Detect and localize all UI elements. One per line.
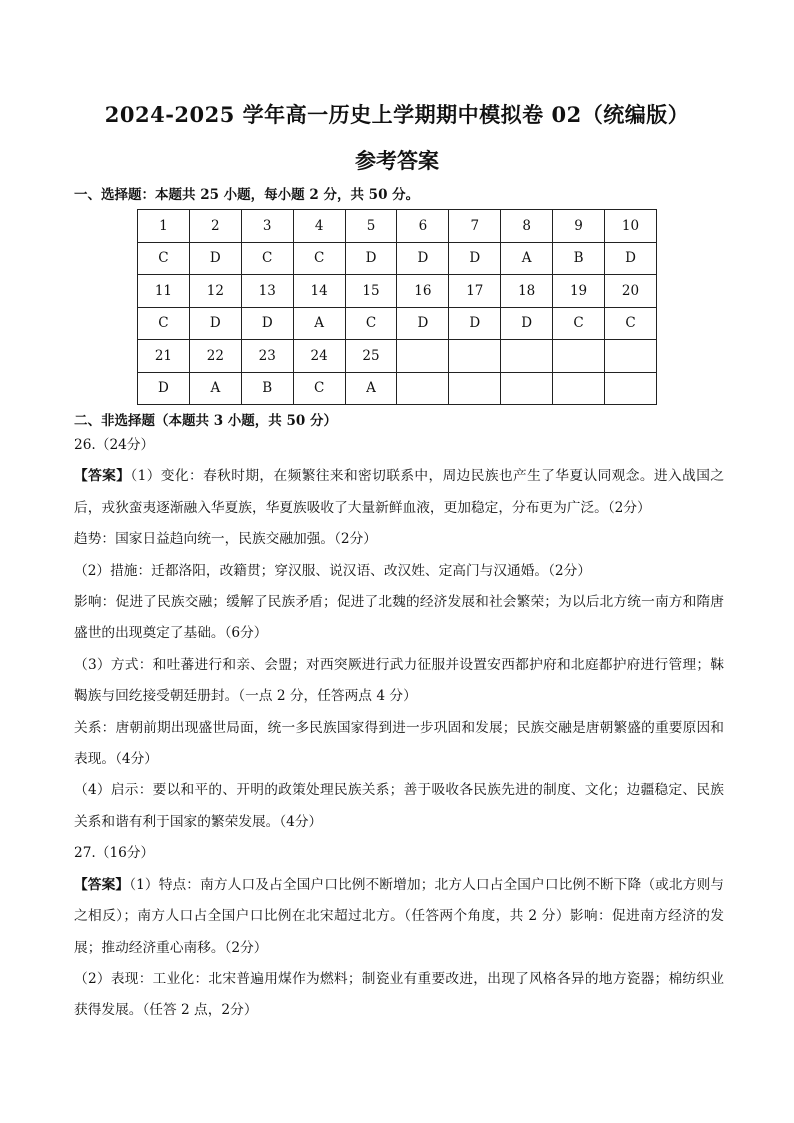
answer-letter-cell: C (605, 307, 657, 340)
answer-letter-cell: D (189, 242, 241, 275)
question-number-cell: 22 (189, 340, 241, 373)
question-number-cell: 15 (345, 275, 397, 308)
q26-paragraph-4: 影响：促进了民族交融；缓解了民族矛盾；促进了北魏的经济发展和社会繁荣；为以后北方统一南方和隋唐盛世的出现奠定了基础。（6分） (74, 594, 724, 642)
question-number-cell: 10 (605, 210, 657, 243)
answer-letter-cell: D (449, 242, 501, 275)
question-number-cell: 14 (293, 275, 345, 308)
answer-letter-cell: D (189, 307, 241, 340)
section-heading-nonchoice: 二、非选择题（本题共 3 小题，共 50 分） (74, 413, 337, 429)
question-number-cell: 13 (241, 275, 293, 308)
answer-letter-cell: D (345, 242, 397, 275)
answer-letter-cell: D (241, 307, 293, 340)
answer-table (137, 209, 657, 405)
answer-letter-cell: A (293, 307, 345, 340)
answer-letter-cell: B (241, 372, 293, 405)
q26-paragraph-7: （4）启示：要以和平的、开明的政策处理民族关系；善于吸收各民族先进的制度、文化；边疆稳定、民族关系和谐有利于国家的繁荣发展。（4分） (74, 782, 724, 830)
answer-letter-cell (553, 372, 605, 405)
answer-letter-row (138, 307, 657, 340)
answer-letter-cell (501, 372, 553, 405)
question-number-row (138, 340, 657, 373)
question-number-cell (605, 340, 657, 373)
answer-letter-cell: D (397, 307, 449, 340)
answer-label: 【答案】 (74, 468, 131, 485)
q26-paragraph-6: 关系：唐朝前期出现盛世局面，统一多民族国家得到进一步巩固和发展；民族交融是唐朝繁盛的重要原因和表现。（4分） (74, 719, 724, 768)
answer-letter-cell: D (397, 242, 449, 275)
question-number-cell: 11 (138, 275, 190, 308)
question-number-cell: 6 (397, 210, 449, 243)
answer-letter-cell: D (605, 242, 657, 275)
question-number-cell: 12 (189, 275, 241, 308)
question-number-cell (501, 340, 553, 373)
answer-label: 【答案】 (74, 876, 130, 893)
answer-letter-cell: C (345, 307, 397, 340)
question-number-cell: 4 (293, 210, 345, 243)
answer-letter-row (138, 242, 657, 275)
answer-letter-cell: B (553, 242, 605, 275)
answer-letter-cell: C (293, 242, 345, 275)
answer-letter-cell: C (138, 242, 190, 275)
question-number-cell (397, 340, 449, 373)
page-subtitle: 参考答案 (355, 148, 439, 173)
question-number-cell: 1 (138, 210, 190, 243)
section-heading-choice: 一、选择题：本题共 25 小题，每小题 2 分，共 50 分。 (74, 187, 420, 203)
question-number-cell: 19 (553, 275, 605, 308)
question-number-cell (553, 340, 605, 373)
question-number-cell: 2 (189, 210, 241, 243)
answer-body-text (74, 430, 724, 1027)
answer-letter-cell: C (138, 307, 190, 340)
q26-paragraph-2: 趋势：国家日益趋向统一，民族交融加强。（2分） (74, 531, 377, 548)
question-number-row (138, 210, 657, 243)
question-number-cell: 20 (605, 275, 657, 308)
q27-paragraph-2: （2）表现：工业化：北宋普遍用煤作为燃料；制瓷业有重要改进，出现了风格各异的地方瓷器；棉纺织业获得发展。（任答 2 点，2分） (74, 970, 724, 1019)
answer-letter-row (138, 372, 657, 405)
question-26-number: 26.（24分） (74, 437, 155, 453)
answer-letter-cell (449, 372, 501, 405)
question-number-cell (449, 340, 501, 373)
answer-letter-cell: D (449, 307, 501, 340)
question-27-number: 27.（16分） (74, 845, 155, 862)
q26-paragraph-3: （2）措施：迁都洛阳，改籍贯；穿汉服、说汉语、改汉姓、定高门与汉通婚。（2分） (74, 562, 592, 579)
page-title: 2024-2025 学年高一历史上学期期中模拟卷 02（统编版） (104, 102, 690, 127)
question-number-row (138, 275, 657, 308)
question-number-cell: 24 (293, 340, 345, 373)
answer-letter-cell: C (553, 307, 605, 340)
question-number-cell: 9 (553, 210, 605, 243)
question-number-cell: 8 (501, 210, 553, 243)
answer-letter-cell (605, 372, 657, 405)
answer-letter-cell: A (501, 242, 553, 275)
question-number-cell: 21 (138, 340, 190, 373)
question-number-cell: 5 (345, 210, 397, 243)
answer-letter-cell: A (345, 372, 397, 405)
question-number-cell: 7 (449, 210, 501, 243)
question-number-cell: 16 (397, 275, 449, 308)
question-number-cell: 17 (449, 275, 501, 308)
question-number-cell: 25 (345, 340, 397, 373)
q26-paragraph-1 (74, 461, 724, 524)
question-number-cell: 3 (241, 210, 293, 243)
q27-paragraph-1 (74, 870, 724, 964)
answer-letter-cell: D (138, 372, 190, 405)
answer-letter-cell: A (189, 372, 241, 405)
q26-paragraph-5: （3）方式：和吐蕃进行和亲、会盟；对西突厥进行武力征服并设置安西都护府和北庭都护府进行管理；靺鞨族与回纥接受朝廷册封。（一点 2 分，任答两点 4 分） (74, 656, 724, 705)
answer-letter-cell: D (501, 307, 553, 340)
q26-text-1: （1）变化：春秋时期，在频繁往来和密切联系中，周边民族也产生了华夏认同观念。进入战国之后，戎狄蛮夷逐渐融入华夏族，华夏族吸收了大量新鲜血液，更加稳定，分布更为广泛。（2分） (74, 468, 724, 516)
question-number-cell: 18 (501, 275, 553, 308)
answer-letter-cell: C (293, 372, 345, 405)
answer-letter-cell: C (241, 242, 293, 275)
question-number-cell: 23 (241, 340, 293, 373)
answer-letter-cell (397, 372, 449, 405)
q27-text-1: （1）特点：南方人口及占全国户口比例不断增加；北方人口占全国户口比例不断下降（或北方则与之相反）；南方人口占全国户口比例在北宋超过北方。（任答两个角度，共 2 分）影响：促进南方经济的发展；推动经济重心南移。（2分） (74, 876, 724, 956)
